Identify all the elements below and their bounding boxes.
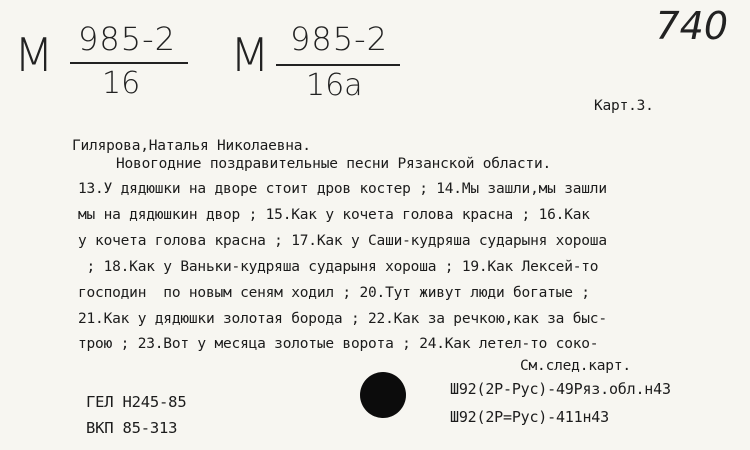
archive-letter-right: М [230, 28, 270, 82]
shelf-mark-1: Ш92(2Р-Рус)-49Ряз.обл.н43 [450, 380, 671, 398]
punch-hole [360, 372, 406, 418]
fraction-line-right [276, 64, 400, 66]
vkp-number: ВКП 85-313 [86, 419, 178, 437]
card-number: Карт.3. [594, 98, 654, 114]
song-list-line: господин по новым сеням ходил ; 20.Тут живут люди богатые ; [78, 285, 590, 301]
song-list-line: мы на дядюшкин двор ; 15.Как у кочета голова красна ; 16.Как [78, 207, 590, 223]
archive-code-left-bottom: 16 [102, 66, 141, 101]
collection-title: Новогодние поздравительные песни Рязанской области. [116, 156, 552, 172]
song-list-line: 21.Как у дядюшки золотая борода ; 22.Как за речкою,как за быс- [78, 311, 607, 327]
song-list-line: 13.У дядюшки на дворе стоит дров костер ; 14.Мы зашли,мы зашли [78, 181, 607, 197]
archive-code-left-top: 985-2 [78, 20, 176, 58]
archive-code-right-top: 985-2 [290, 20, 388, 58]
fraction-line-left [70, 62, 188, 64]
song-list-line: ; 18.Как у Ваньки-кудряша сударыня хороша ; 19.Как Лексей-то [78, 259, 599, 275]
author-name: Гилярова,Наталья Николаевна. [72, 138, 311, 154]
song-list-line: у кочета голова красна ; 17.Как у Саши-кудряша сударыня хороша [78, 233, 607, 249]
archive-letter-left: М [14, 28, 54, 82]
gel-number: ГЕЛ Н245-85 [86, 393, 187, 411]
song-list-line: трою ; 23.Вот у месяца золотые ворота ; 24.Как летел-то соко- [78, 336, 599, 352]
page-number: 740 [655, 4, 728, 48]
archive-code-right-bottom: 16а [306, 68, 363, 103]
shelf-mark-2: Ш92(2Р=Рус)-411н43 [450, 408, 609, 426]
continued-note: См.след.карт. [520, 358, 631, 374]
